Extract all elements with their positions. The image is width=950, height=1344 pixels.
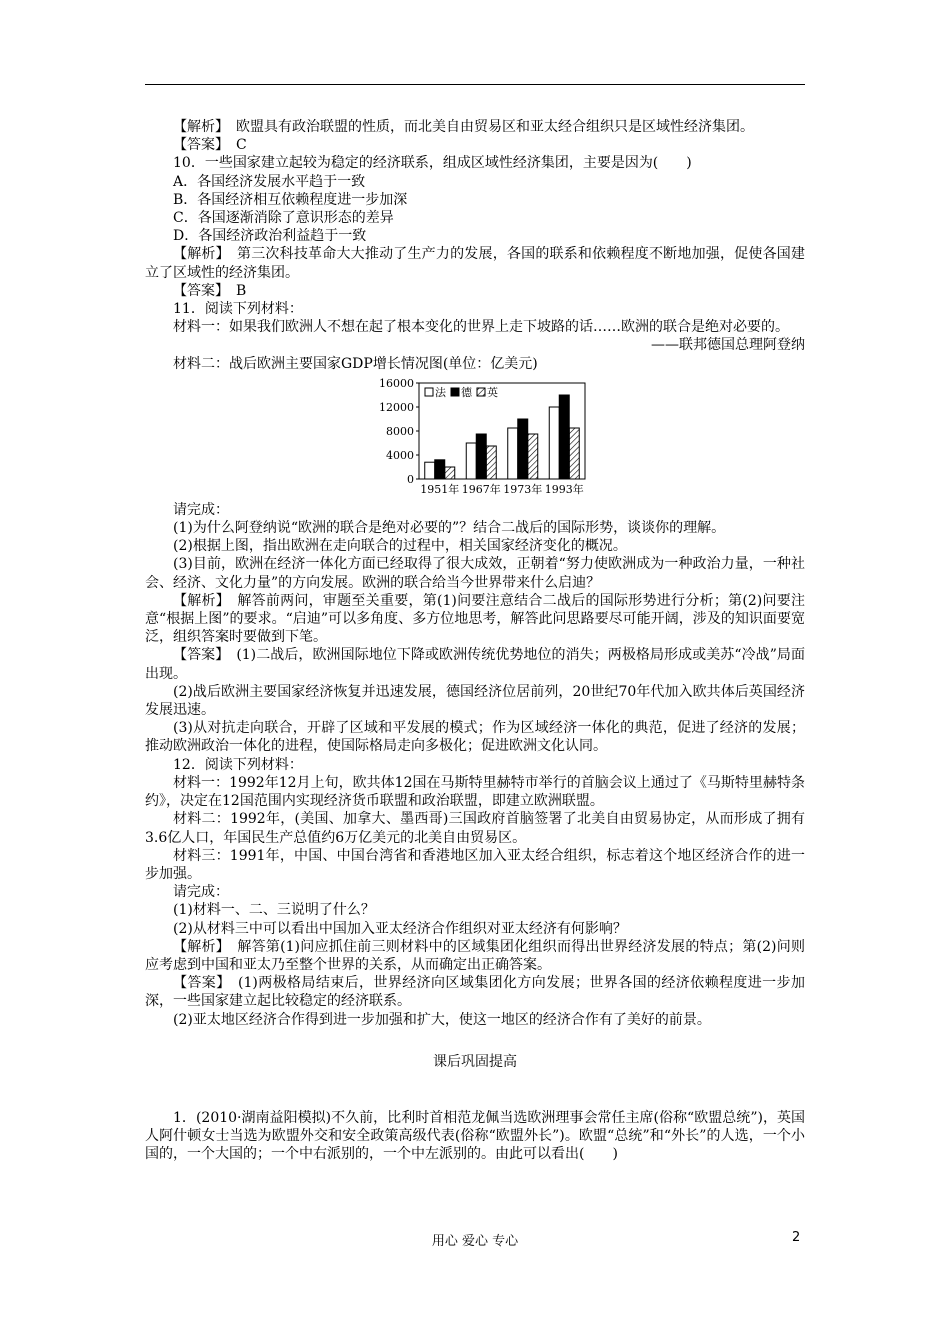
y-tick-label: 0	[407, 472, 414, 486]
legend-label: 英	[487, 385, 498, 399]
page-footer: 用心 爱心 专心	[431, 1234, 519, 1249]
answer-10: 【答案】 B	[173, 282, 247, 299]
bar-英	[486, 446, 496, 479]
q12-1: (1)材料一、二、三说明了什么？	[173, 902, 375, 919]
y-tick-label: 8000	[386, 424, 414, 438]
option-d: D．各国经济政治利益趋于一致	[173, 228, 367, 245]
analysis-11: 【解析】 解答前两问，审题至关重要，第(1)问要注意结合二战后的国际形势进行分析；第(2)问要注意“根据上图”的要求。“启迪”可以多角度、多方位地思考，解答此问思路要尽可能开阔，涉及的知识面要宽泛，组织答案时要做到下笔。	[145, 592, 805, 646]
bar-英	[445, 467, 455, 479]
analysis-10: 【解析】 第三次科技革命大大推动了生产力的发展，各国的联系和依赖程度不断地加强，促使各国建立了区域性的经济集团。	[145, 246, 805, 281]
x-tick-label: 1967年	[461, 482, 501, 495]
x-tick-label: 1973年	[503, 482, 543, 495]
option-b: B．各国经济相互依赖程度进一步加深	[173, 191, 408, 208]
q12-2: (2)从材料三中可以看出中国加入亚太经济合作组织对亚太经济有何影响？	[173, 920, 627, 937]
bar-法	[425, 462, 435, 479]
quote-source: ——联邦德国总理阿登纳	[651, 337, 805, 354]
bar-德	[435, 460, 445, 479]
question-10: 10．一些国家建立起较为稳定的经济联系，组成区域性经济集团，主要是因为( )	[173, 155, 692, 172]
legend-label: 德	[461, 385, 472, 399]
bar-法	[466, 443, 476, 479]
q11-2: (2)根据上图，指出欧洲在走向联合的过程中，相关国家经济变化的概况。	[173, 538, 627, 555]
header-rule	[145, 84, 805, 85]
bar-德	[559, 395, 569, 479]
material-1: 材料一：如果我们欧洲人不想在起了根本变化的世界上走下坡路的话……欧洲的联合是绝对必要的。	[173, 319, 789, 336]
bar-法	[549, 407, 559, 479]
bar-法	[508, 428, 518, 479]
legend-swatch	[425, 388, 433, 396]
answer-9: 【答案】 C	[173, 137, 247, 154]
page-number: 2	[792, 1230, 801, 1245]
q11-3: (3)目前，欧洲在经济一体化方面已经取得了很大成效，正朝着“努力使欧洲成为一种政治力量，一种社会、经济、文化力量”的方向发展。欧洲的联合给当今世界带来什么启迪？	[145, 556, 805, 591]
question-1: 1．(2010·湖南益阳模拟)不久前，比利时首相范龙佩当选欧洲理事会常任主席(俗称“欧盟总统”)，英国人阿什顿女士当选为欧盟外交和安全政策高级代表(俗称“欧盟外长”)。欧盟“总统”和“外长”的人选，一个小国的，一个大国的；一个中右派别的，一个中左派别的。由此可以看出( )	[145, 1109, 805, 1163]
bar-德	[518, 419, 528, 479]
question-12: 12．阅读下列材料：	[173, 756, 303, 773]
bar-英	[528, 434, 538, 479]
q12-material-3: 材料三：1991年，中国、中国台湾省和香港地区加入亚太经合组织，标志着这个地区经济合作的进一步加强。	[145, 847, 805, 882]
x-tick-label: 1993年	[544, 482, 584, 495]
gdp-bar-chart	[373, 375, 603, 495]
x-tick-label: 1951年	[420, 482, 460, 495]
answer-12-1: 【答案】 (1)两极格局结束后，世界经济向区域集团化方向发展；世界各国的经济依赖程度进一步加深，一些国家建立起比较稳定的经济联系。	[145, 975, 805, 1010]
y-tick-label: 4000	[386, 448, 414, 462]
option-a: A．各国经济发展水平趋于一致	[173, 173, 366, 190]
material-2: 材料二：战后欧洲主要国家GDP增长情况图(单位：亿美元)	[173, 355, 538, 372]
y-tick-label: 16000	[379, 376, 414, 390]
answer-11-3: (3)从对抗走向联合，开辟了区域和平发展的模式；作为区域经济一体化的典范，促进了经济的发展；推动欧洲政治一体化的进程，使国际格局走向多极化；促进欧洲文化认同。	[145, 720, 805, 755]
y-tick-label: 12000	[379, 400, 414, 414]
q12-material-2: 材料二：1992年，(美国、加拿大、墨西哥)三国政府首脑签署了北美自由贸易协定，从而形成了拥有3.6亿人口，年国民生产总值约6万亿美元的北美自由贸易区。	[145, 811, 805, 846]
q11-1: (1)为什么阿登纳说“欧洲的联合是绝对必要的”？结合二战后的国际形势，谈谈你的理解。	[173, 520, 726, 537]
legend-swatch	[477, 388, 485, 396]
document-body	[145, 118, 805, 1164]
q12-material-1: 材料一：1992年12月上旬，欧共体12国在马斯特里赫特市举行的首脑会议上通过了《马斯特里赫特条约》，决定在12国范围内实现经济货币联盟和政治联盟，即建立欧洲联盟。	[145, 774, 805, 810]
section-title: 课后巩固提高	[433, 1053, 517, 1070]
gdp-chart	[373, 375, 603, 495]
option-c: C．各国逐渐消除了意识形态的差异	[173, 210, 394, 227]
question-11: 11．阅读下列材料：	[173, 301, 303, 318]
bar-德	[476, 434, 486, 479]
instructions-11: 请完成：	[173, 501, 229, 518]
bar-英	[569, 428, 579, 479]
analysis-9: 【解析】 欧盟具有政治联盟的性质，而北美自由贸易区和亚太经合组织只是区域性经济集团。	[173, 119, 754, 135]
analysis-12: 【解析】 解答第(1)问应抓住前三则材料中的区域集团化组织而得出世界经济发展的特点；第(2)问则应考虑到中国和亚太乃至整个世界的关系，从而确定出正确答案。	[145, 938, 805, 973]
legend-swatch	[451, 388, 459, 396]
answer-11-1: 【答案】 (1)二战后，欧洲国际地位下降或欧洲传统优势地位的消失；两极格局形成或美苏“冷战”局面出现。	[145, 647, 805, 682]
answer-11-2: (2)战后欧洲主要国家经济恢复并迅速发展，德国经济位居前列，20世纪70年代加入欧共体后英国经济发展迅速。	[145, 683, 805, 719]
legend-label: 法	[435, 385, 446, 399]
instructions-12: 请完成：	[173, 884, 229, 901]
answer-12-2: (2)亚太地区经济合作得到进一步加强和扩大，使这一地区的经济合作有了美好的前景。	[173, 1011, 711, 1028]
